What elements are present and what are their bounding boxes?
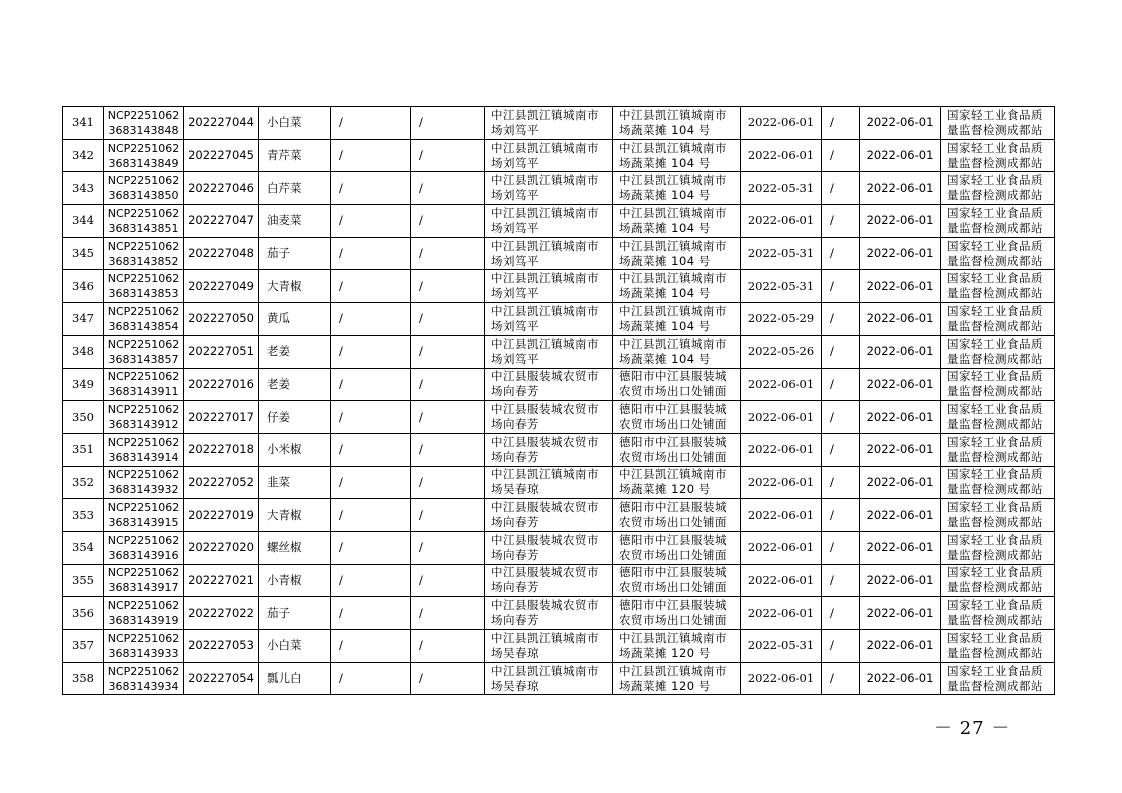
- cell-slash: /: [822, 107, 860, 140]
- table-body: [63, 107, 1055, 695]
- cell-test-date: 2022-06-01: [860, 107, 941, 140]
- cell-report-no: 202227054: [184, 662, 259, 695]
- cell-seq: 356: [63, 597, 104, 630]
- cell-testing-agency: 国家轻工业食品质量监督检测成都站: [941, 335, 1055, 368]
- cell-sample-id: NCP22510623683143857: [104, 335, 184, 368]
- cell-unit-address: 德阳市中江县服装城农贸市场出口处铺面: [613, 499, 741, 532]
- cell-seq: 344: [63, 205, 104, 238]
- cell-slash: /: [411, 630, 485, 663]
- cell-report-no: 202227019: [184, 499, 259, 532]
- cell-slash: /: [331, 335, 411, 368]
- cell-food-name: 小青椒: [259, 564, 331, 597]
- cell-food-name: 老姜: [259, 368, 331, 401]
- cell-test-date: 2022-06-01: [860, 270, 941, 303]
- cell-test-date: 2022-06-01: [860, 205, 941, 238]
- cell-report-no: 202227018: [184, 433, 259, 466]
- table-row: [63, 597, 1055, 630]
- cell-slash: /: [822, 270, 860, 303]
- cell-seq: 346: [63, 270, 104, 303]
- cell-slash: /: [411, 205, 485, 238]
- table-row: [63, 466, 1055, 499]
- table-row: [63, 303, 1055, 336]
- cell-sample-id: NCP22510623683143850: [104, 172, 184, 205]
- cell-sampled-unit: 中江县服装城农贸市场向春芳: [485, 531, 613, 564]
- cell-food-name: 瓢儿白: [259, 662, 331, 695]
- cell-seq: 342: [63, 139, 104, 172]
- cell-slash: /: [411, 107, 485, 140]
- cell-unit-address: 中江县凯江镇城南市场蔬菜摊 104 号: [613, 237, 741, 270]
- cell-unit-address: 中江县凯江镇城南市场蔬菜摊 104 号: [613, 335, 741, 368]
- cell-slash: /: [411, 531, 485, 564]
- cell-sampled-unit: 中江县凯江镇城南市场刘笃平: [485, 139, 613, 172]
- cell-production-date: 2022-06-01: [741, 205, 822, 238]
- cell-food-name: 小白菜: [259, 630, 331, 663]
- cell-slash: /: [331, 564, 411, 597]
- cell-unit-address: 中江县凯江镇城南市场蔬菜摊 120 号: [613, 466, 741, 499]
- cell-seq: 358: [63, 662, 104, 695]
- cell-test-date: 2022-06-01: [860, 662, 941, 695]
- cell-testing-agency: 国家轻工业食品质量监督检测成都站: [941, 401, 1055, 434]
- cell-unit-address: 中江县凯江镇城南市场蔬菜摊 120 号: [613, 630, 741, 663]
- cell-production-date: 2022-06-01: [741, 597, 822, 630]
- cell-slash: /: [331, 531, 411, 564]
- cell-sampled-unit: 中江县凯江镇城南市场刘笃平: [485, 172, 613, 205]
- cell-report-no: 202227020: [184, 531, 259, 564]
- cell-production-date: 2022-05-31: [741, 172, 822, 205]
- table-row: [63, 205, 1055, 238]
- cell-unit-address: 中江县凯江镇城南市场蔬菜摊 104 号: [613, 139, 741, 172]
- cell-report-no: 202227051: [184, 335, 259, 368]
- cell-sample-id: NCP22510623683143916: [104, 531, 184, 564]
- cell-sampled-unit: 中江县服装城农贸市场向春芳: [485, 597, 613, 630]
- cell-slash: /: [411, 564, 485, 597]
- cell-unit-address: 德阳市中江县服装城农贸市场出口处铺面: [613, 433, 741, 466]
- table-row: [63, 237, 1055, 270]
- cell-food-name: 油麦菜: [259, 205, 331, 238]
- cell-unit-address: 中江县凯江镇城南市场蔬菜摊 104 号: [613, 205, 741, 238]
- cell-sampled-unit: 中江县凯江镇城南市场吴春琼: [485, 630, 613, 663]
- cell-slash: /: [411, 433, 485, 466]
- cell-slash: /: [822, 597, 860, 630]
- cell-slash: /: [331, 466, 411, 499]
- cell-unit-address: 德阳市中江县服装城农贸市场出口处铺面: [613, 401, 741, 434]
- cell-slash: /: [822, 499, 860, 532]
- table-row: [63, 499, 1055, 532]
- cell-seq: 354: [63, 531, 104, 564]
- cell-sample-id: NCP22510623683143849: [104, 139, 184, 172]
- table-row: [63, 139, 1055, 172]
- cell-report-no: 202227048: [184, 237, 259, 270]
- cell-food-name: 老姜: [259, 335, 331, 368]
- cell-production-date: 2022-05-31: [741, 237, 822, 270]
- cell-sampled-unit: 中江县服装城农贸市场向春芳: [485, 499, 613, 532]
- cell-slash: /: [822, 368, 860, 401]
- cell-seq: 349: [63, 368, 104, 401]
- cell-unit-address: 中江县凯江镇城南市场蔬菜摊 104 号: [613, 107, 741, 140]
- cell-report-no: 202227045: [184, 139, 259, 172]
- cell-test-date: 2022-06-01: [860, 172, 941, 205]
- table-row: [63, 401, 1055, 434]
- cell-report-no: 202227047: [184, 205, 259, 238]
- cell-production-date: 2022-05-29: [741, 303, 822, 336]
- cell-food-name: 茄子: [259, 237, 331, 270]
- cell-sampled-unit: 中江县凯江镇城南市场吴春琼: [485, 662, 613, 695]
- cell-sampled-unit: 中江县凯江镇城南市场吴春琼: [485, 466, 613, 499]
- cell-food-name: 茄子: [259, 597, 331, 630]
- cell-testing-agency: 国家轻工业食品质量监督检测成都站: [941, 172, 1055, 205]
- table-row: [63, 630, 1055, 663]
- cell-testing-agency: 国家轻工业食品质量监督检测成都站: [941, 368, 1055, 401]
- cell-sample-id: NCP22510623683143911: [104, 368, 184, 401]
- table-row: [63, 107, 1055, 140]
- inspection-results-table: [62, 106, 1055, 695]
- cell-report-no: 202227022: [184, 597, 259, 630]
- cell-slash: /: [822, 303, 860, 336]
- cell-slash: /: [822, 564, 860, 597]
- cell-unit-address: 中江县凯江镇城南市场蔬菜摊 104 号: [613, 270, 741, 303]
- cell-slash: /: [411, 368, 485, 401]
- cell-sample-id: NCP22510623683143917: [104, 564, 184, 597]
- cell-slash: /: [822, 630, 860, 663]
- cell-production-date: 2022-06-01: [741, 662, 822, 695]
- cell-sample-id: NCP22510623683143919: [104, 597, 184, 630]
- cell-slash: /: [331, 303, 411, 336]
- table-row: [63, 335, 1055, 368]
- table-row: [63, 564, 1055, 597]
- cell-sampled-unit: 中江县凯江镇城南市场刘笃平: [485, 303, 613, 336]
- cell-slash: /: [822, 401, 860, 434]
- cell-test-date: 2022-06-01: [860, 303, 941, 336]
- cell-slash: /: [331, 499, 411, 532]
- cell-slash: /: [331, 662, 411, 695]
- table-row: [63, 270, 1055, 303]
- cell-slash: /: [331, 630, 411, 663]
- cell-slash: /: [411, 139, 485, 172]
- cell-slash: /: [331, 597, 411, 630]
- cell-test-date: 2022-06-01: [860, 368, 941, 401]
- cell-production-date: 2022-06-01: [741, 564, 822, 597]
- cell-testing-agency: 国家轻工业食品质量监督检测成都站: [941, 303, 1055, 336]
- cell-sample-id: NCP22510623683143854: [104, 303, 184, 336]
- cell-sample-id: NCP22510623683143915: [104, 499, 184, 532]
- cell-testing-agency: 国家轻工业食品质量监督检测成都站: [941, 205, 1055, 238]
- cell-test-date: 2022-06-01: [860, 433, 941, 466]
- cell-test-date: 2022-06-01: [860, 401, 941, 434]
- cell-production-date: 2022-06-01: [741, 107, 822, 140]
- cell-food-name: 仔姜: [259, 401, 331, 434]
- cell-sampled-unit: 中江县凯江镇城南市场刘笃平: [485, 335, 613, 368]
- cell-report-no: 202227049: [184, 270, 259, 303]
- cell-report-no: 202227053: [184, 630, 259, 663]
- cell-slash: /: [331, 401, 411, 434]
- cell-unit-address: 中江县凯江镇城南市场蔬菜摊 104 号: [613, 172, 741, 205]
- cell-food-name: 青芹菜: [259, 139, 331, 172]
- cell-sampled-unit: 中江县凯江镇城南市场刘笃平: [485, 107, 613, 140]
- cell-slash: /: [331, 139, 411, 172]
- cell-testing-agency: 国家轻工业食品质量监督检测成都站: [941, 499, 1055, 532]
- cell-slash: /: [331, 368, 411, 401]
- cell-testing-agency: 国家轻工业食品质量监督检测成都站: [941, 139, 1055, 172]
- cell-production-date: 2022-06-01: [741, 139, 822, 172]
- cell-testing-agency: 国家轻工业食品质量监督检测成都站: [941, 270, 1055, 303]
- cell-sampled-unit: 中江县服装城农贸市场向春芳: [485, 433, 613, 466]
- cell-unit-address: 德阳市中江县服装城农贸市场出口处铺面: [613, 368, 741, 401]
- cell-production-date: 2022-06-01: [741, 401, 822, 434]
- cell-slash: /: [822, 466, 860, 499]
- cell-slash: /: [822, 662, 860, 695]
- cell-test-date: 2022-06-01: [860, 531, 941, 564]
- cell-testing-agency: 国家轻工业食品质量监督检测成都站: [941, 630, 1055, 663]
- cell-slash: /: [411, 662, 485, 695]
- cell-slash: /: [411, 270, 485, 303]
- cell-sampled-unit: 中江县服装城农贸市场向春芳: [485, 564, 613, 597]
- cell-slash: /: [822, 531, 860, 564]
- cell-seq: 345: [63, 237, 104, 270]
- cell-sample-id: NCP22510623683143852: [104, 237, 184, 270]
- cell-slash: /: [822, 172, 860, 205]
- cell-sampled-unit: 中江县凯江镇城南市场刘笃平: [485, 237, 613, 270]
- cell-food-name: 小米椒: [259, 433, 331, 466]
- cell-food-name: 白芹菜: [259, 172, 331, 205]
- cell-production-date: 2022-06-01: [741, 499, 822, 532]
- cell-testing-agency: 国家轻工业食品质量监督检测成都站: [941, 433, 1055, 466]
- cell-production-date: 2022-06-01: [741, 433, 822, 466]
- cell-sampled-unit: 中江县凯江镇城南市场刘笃平: [485, 270, 613, 303]
- cell-sample-id: NCP22510623683143851: [104, 205, 184, 238]
- cell-sample-id: NCP22510623683143912: [104, 401, 184, 434]
- cell-seq: 355: [63, 564, 104, 597]
- cell-test-date: 2022-06-01: [860, 139, 941, 172]
- cell-sample-id: NCP22510623683143914: [104, 433, 184, 466]
- cell-slash: /: [411, 499, 485, 532]
- cell-report-no: 202227046: [184, 172, 259, 205]
- cell-sample-id: NCP22510623683143934: [104, 662, 184, 695]
- cell-food-name: 黄瓜: [259, 303, 331, 336]
- cell-production-date: 2022-05-31: [741, 270, 822, 303]
- page-number: － 27 －: [934, 718, 1011, 739]
- cell-testing-agency: 国家轻工业食品质量监督检测成都站: [941, 237, 1055, 270]
- cell-slash: /: [331, 270, 411, 303]
- cell-seq: 351: [63, 433, 104, 466]
- cell-slash: /: [822, 205, 860, 238]
- cell-unit-address: 德阳市中江县服装城农贸市场出口处铺面: [613, 564, 741, 597]
- cell-slash: /: [411, 172, 485, 205]
- cell-unit-address: 中江县凯江镇城南市场蔬菜摊 104 号: [613, 303, 741, 336]
- cell-unit-address: 德阳市中江县服装城农贸市场出口处铺面: [613, 531, 741, 564]
- cell-unit-address: 中江县凯江镇城南市场蔬菜摊 120 号: [613, 662, 741, 695]
- cell-testing-agency: 国家轻工业食品质量监督检测成都站: [941, 597, 1055, 630]
- cell-production-date: 2022-05-31: [741, 630, 822, 663]
- cell-seq: 341: [63, 107, 104, 140]
- cell-report-no: 202227017: [184, 401, 259, 434]
- cell-report-no: 202227052: [184, 466, 259, 499]
- cell-slash: /: [411, 597, 485, 630]
- cell-sampled-unit: 中江县凯江镇城南市场刘笃平: [485, 205, 613, 238]
- cell-sample-id: NCP22510623683143853: [104, 270, 184, 303]
- cell-slash: /: [331, 205, 411, 238]
- cell-slash: /: [822, 139, 860, 172]
- cell-test-date: 2022-06-01: [860, 597, 941, 630]
- cell-test-date: 2022-06-01: [860, 237, 941, 270]
- cell-testing-agency: 国家轻工业食品质量监督检测成都站: [941, 531, 1055, 564]
- cell-slash: /: [411, 466, 485, 499]
- cell-seq: 357: [63, 630, 104, 663]
- cell-unit-address: 德阳市中江县服装城农贸市场出口处铺面: [613, 597, 741, 630]
- cell-food-name: 大青椒: [259, 499, 331, 532]
- cell-test-date: 2022-06-01: [860, 499, 941, 532]
- cell-slash: /: [411, 335, 485, 368]
- cell-seq: 348: [63, 335, 104, 368]
- cell-sample-id: NCP22510623683143933: [104, 630, 184, 663]
- cell-slash: /: [331, 237, 411, 270]
- cell-food-name: 大青椒: [259, 270, 331, 303]
- cell-test-date: 2022-06-01: [860, 466, 941, 499]
- table-row: [63, 433, 1055, 466]
- cell-seq: 343: [63, 172, 104, 205]
- cell-slash: /: [411, 401, 485, 434]
- cell-seq: 352: [63, 466, 104, 499]
- cell-test-date: 2022-06-01: [860, 335, 941, 368]
- cell-report-no: 202227016: [184, 368, 259, 401]
- table-row: [63, 368, 1055, 401]
- cell-production-date: 2022-05-26: [741, 335, 822, 368]
- cell-slash: /: [411, 237, 485, 270]
- cell-sample-id: NCP22510623683143848: [104, 107, 184, 140]
- cell-test-date: 2022-06-01: [860, 564, 941, 597]
- table-row: [63, 662, 1055, 695]
- cell-food-name: 螺丝椒: [259, 531, 331, 564]
- cell-slash: /: [822, 335, 860, 368]
- table-row: [63, 172, 1055, 205]
- cell-slash: /: [331, 433, 411, 466]
- cell-seq: 350: [63, 401, 104, 434]
- cell-report-no: 202227050: [184, 303, 259, 336]
- cell-report-no: 202227044: [184, 107, 259, 140]
- cell-seq: 347: [63, 303, 104, 336]
- cell-sampled-unit: 中江县服装城农贸市场向春芳: [485, 368, 613, 401]
- cell-testing-agency: 国家轻工业食品质量监督检测成都站: [941, 466, 1055, 499]
- cell-production-date: 2022-06-01: [741, 466, 822, 499]
- cell-slash: /: [411, 303, 485, 336]
- cell-food-name: 小白菜: [259, 107, 331, 140]
- cell-slash: /: [331, 172, 411, 205]
- cell-food-name: 韭菜: [259, 466, 331, 499]
- cell-production-date: 2022-06-01: [741, 368, 822, 401]
- cell-test-date: 2022-06-01: [860, 630, 941, 663]
- cell-sampled-unit: 中江县服装城农贸市场向春芳: [485, 401, 613, 434]
- cell-slash: /: [331, 107, 411, 140]
- table-row: [63, 531, 1055, 564]
- cell-sample-id: NCP22510623683143932: [104, 466, 184, 499]
- cell-report-no: 202227021: [184, 564, 259, 597]
- cell-testing-agency: 国家轻工业食品质量监督检测成都站: [941, 564, 1055, 597]
- cell-testing-agency: 国家轻工业食品质量监督检测成都站: [941, 662, 1055, 695]
- cell-slash: /: [822, 433, 860, 466]
- cell-production-date: 2022-06-01: [741, 531, 822, 564]
- cell-testing-agency: 国家轻工业食品质量监督检测成都站: [941, 107, 1055, 140]
- cell-seq: 353: [63, 499, 104, 532]
- cell-slash: /: [822, 237, 860, 270]
